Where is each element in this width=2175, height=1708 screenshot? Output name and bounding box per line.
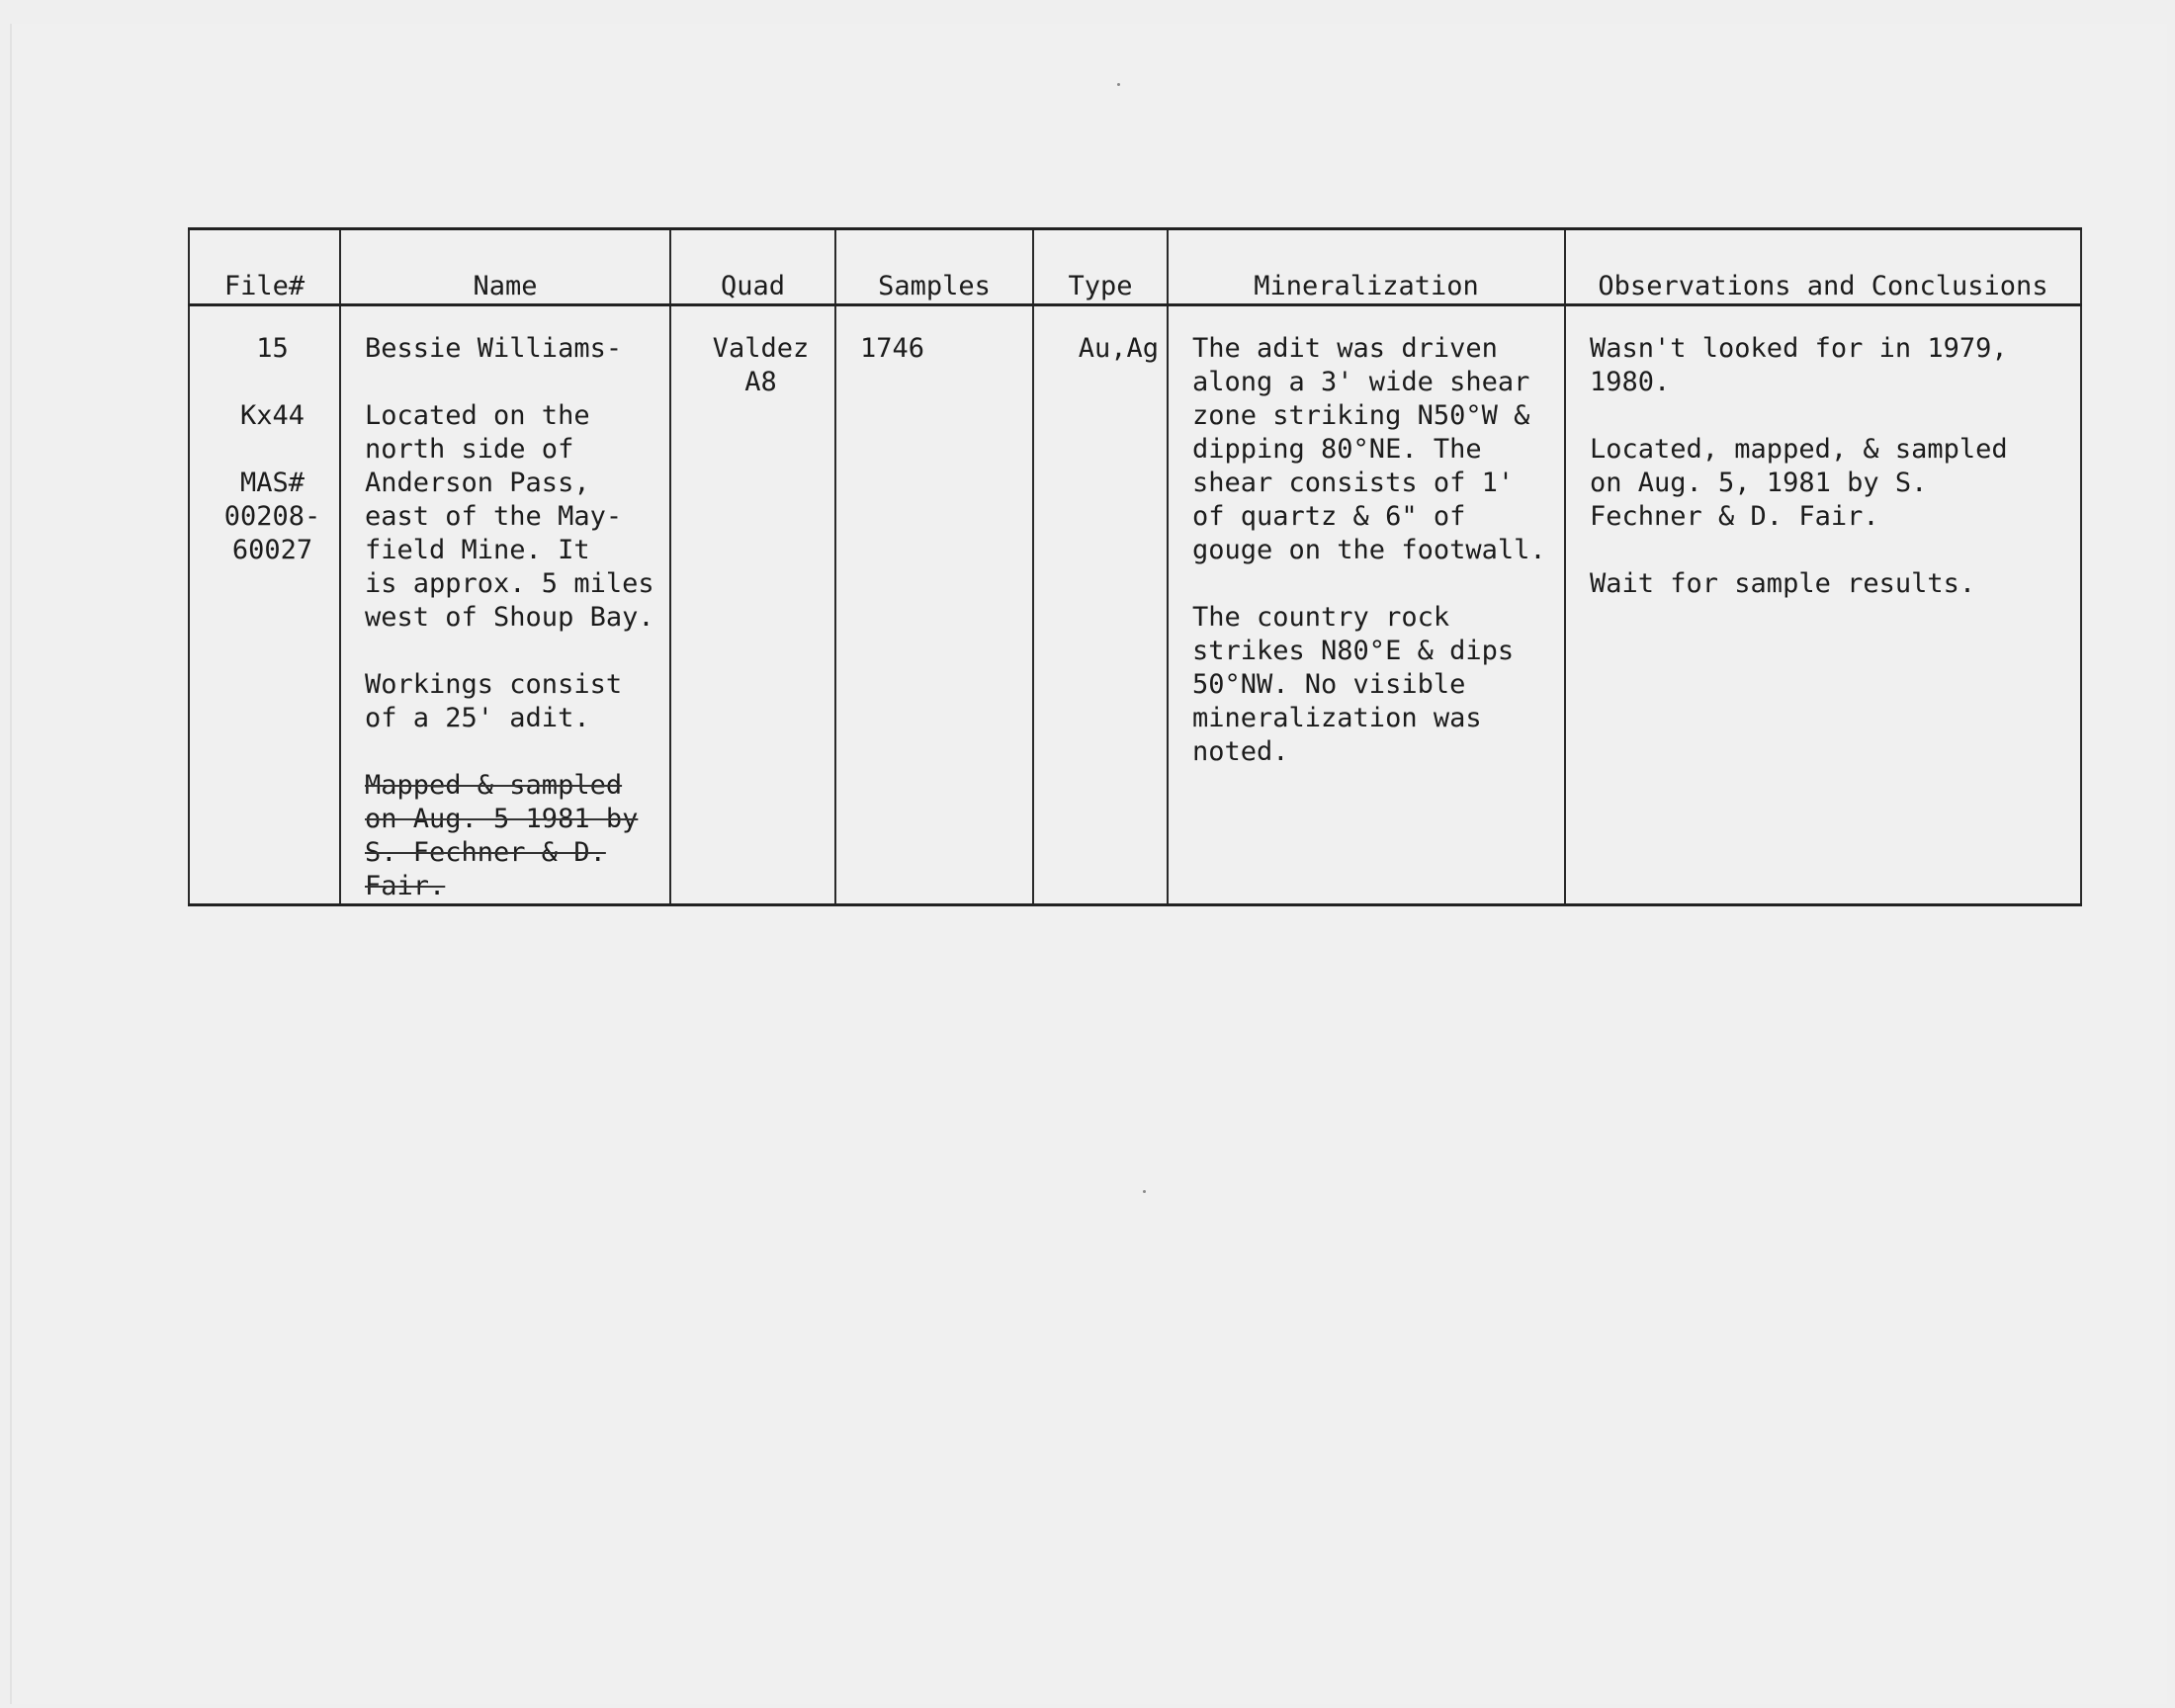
observation-paragraph: Wasn't looked for in 1979, 1980. xyxy=(1590,333,2008,397)
cell-quad: Valdez A8 xyxy=(670,305,835,905)
header-name: Name xyxy=(340,229,670,305)
observation-paragraph: Wait for sample results. xyxy=(1590,568,1976,599)
mineralization-paragraph: The adit was driven along a 3' wide shear zone striking N50°W & dipping 80°NE. The shear consists of 1' of quartz & 6" of gouge on the footwall. xyxy=(1192,333,1546,565)
file-code: Kx44 xyxy=(239,400,305,431)
record-table-wrapper xyxy=(188,227,2080,906)
observation-paragraph: Located, mapped, & sampled on Aug. 5, 1981 by S. Fechner & D. Fair. xyxy=(1590,434,2008,532)
mineralization-paragraph: The country rock strikes N80°E & dips 50°NW. No visible mineralization was noted. xyxy=(1192,602,1515,767)
header-type: Type xyxy=(1033,229,1168,305)
cell-samples: 1746 xyxy=(835,305,1033,905)
file-mas-number: MAS# 00208- 60027 xyxy=(223,468,321,565)
paper-speck xyxy=(1143,1190,1146,1193)
header-mineralization: Mineralization xyxy=(1168,229,1565,305)
prospect-record-table xyxy=(188,227,2082,906)
paper-speck xyxy=(1117,83,1120,86)
cell-type: Au,Ag xyxy=(1033,305,1168,905)
file-number: 15 xyxy=(256,333,289,364)
header-row xyxy=(189,229,2081,305)
header-quad: Quad xyxy=(670,229,835,305)
cell-observations xyxy=(1565,305,2081,905)
cell-name xyxy=(340,305,670,905)
cell-file xyxy=(189,305,340,905)
location-description: Located on the north side of Anderson Pass, east of the May- field Mine. It is approx. 5 miles west of Shoup Bay. xyxy=(365,400,654,633)
header-file: File# xyxy=(189,229,340,305)
header-samples: Samples xyxy=(835,229,1033,305)
header-observations: Observations and Conclusions xyxy=(1565,229,2081,305)
workings-description: Workings consist of a 25' adit. xyxy=(365,669,623,733)
table-row xyxy=(189,305,2081,905)
struck-out-note: Mapped & sampled on Aug. 5 1981 by S. Fechner & D. Fair. xyxy=(365,770,639,901)
cell-mineralization xyxy=(1168,305,1565,905)
property-name: Bessie Williams- xyxy=(365,333,623,364)
